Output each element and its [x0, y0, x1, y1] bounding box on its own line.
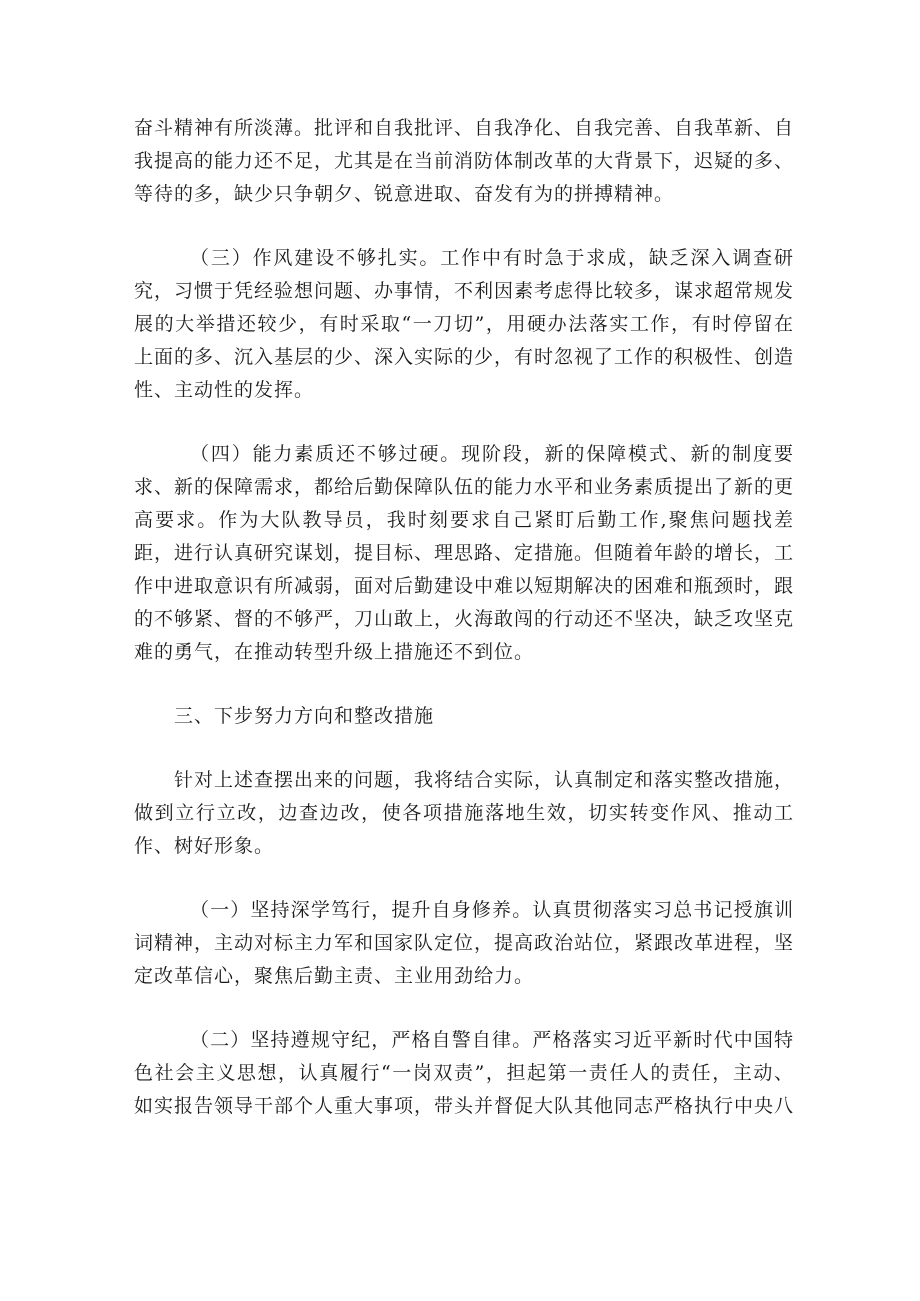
section-heading-measures: 三、下步努力方向和整改措施	[174, 705, 435, 727]
paragraph-measures-intro: 针对上述查摆出来的问题，我将结合实际，认真制定和落实整改措施，做到立行立改，边查边改，使各项措施落地生效，切实转变作风、推动工作、树好形象。	[134, 769, 795, 857]
paragraph-measure-two: （二）坚持遵规守纪，严格自警自律。严格落实习近平新时代中国特色社会主义思想，认真履行“一岗双责”，担起第一责任人的责任，主动、如实报告领导干部个人重大事项，带头并督促大队其他同志严格执行中央八	[134, 1029, 795, 1117]
paragraph-section-four: （四）能力素质还不够过硬。现阶段，新的保障模式、新的制度要求、新的保障需求，都给后勤保障队伍的能力水平和业务素质提出了新的更高要求。作为大队教导员，我时刻要求自己紧盯后勤工作,聚焦问题找差距，进行认真研究谋划，提目标、理思路、定措施。但随着年龄的增长，工作中进取意识有所减弱，面对后勤建设中难以短期解决的困难和瓶颈时，跟的不够紧、督的不够严，刀山敢上，火海敢闯的行动还不坚决，缺乏攻坚克难的勇气，在推动转型升级上措施还不到位。	[134, 443, 795, 663]
paragraph-continuation: 奋斗精神有所淡薄。批评和自我批评、自我净化、自我完善、自我革新、自我提高的能力还不足，尤其是在当前消防体制改革的大背景下，迟疑的多、等待的多，缺少只争朝夕、锐意进取、奋发有为的拼搏精神。	[134, 117, 795, 205]
paragraph-section-three: （三）作风建设不够扎实。工作中有时急于求成，缺乏深入调查研究，习惯于凭经验想问题、办事情，不利因素考虑得比较多，谋求超常规发展的大举措还较少，有时采取“一刀切”，用硬办法落实工作，有时停留在上面的多、沉入基层的少、深入实际的少，有时忽视了工作的积极性、创造性、主动性的发挥。	[134, 247, 795, 401]
document-body	[134, 112, 794, 1123]
paragraph-measure-one: （一）坚持深学笃行，提升自身修养。认真贯彻落实习总书记授旗训词精神，主动对标主力军和国家队定位，提高政治站位，紧跟改革进程，坚定改革信心，聚焦后勤主责、主业用劲给力。	[134, 899, 795, 987]
